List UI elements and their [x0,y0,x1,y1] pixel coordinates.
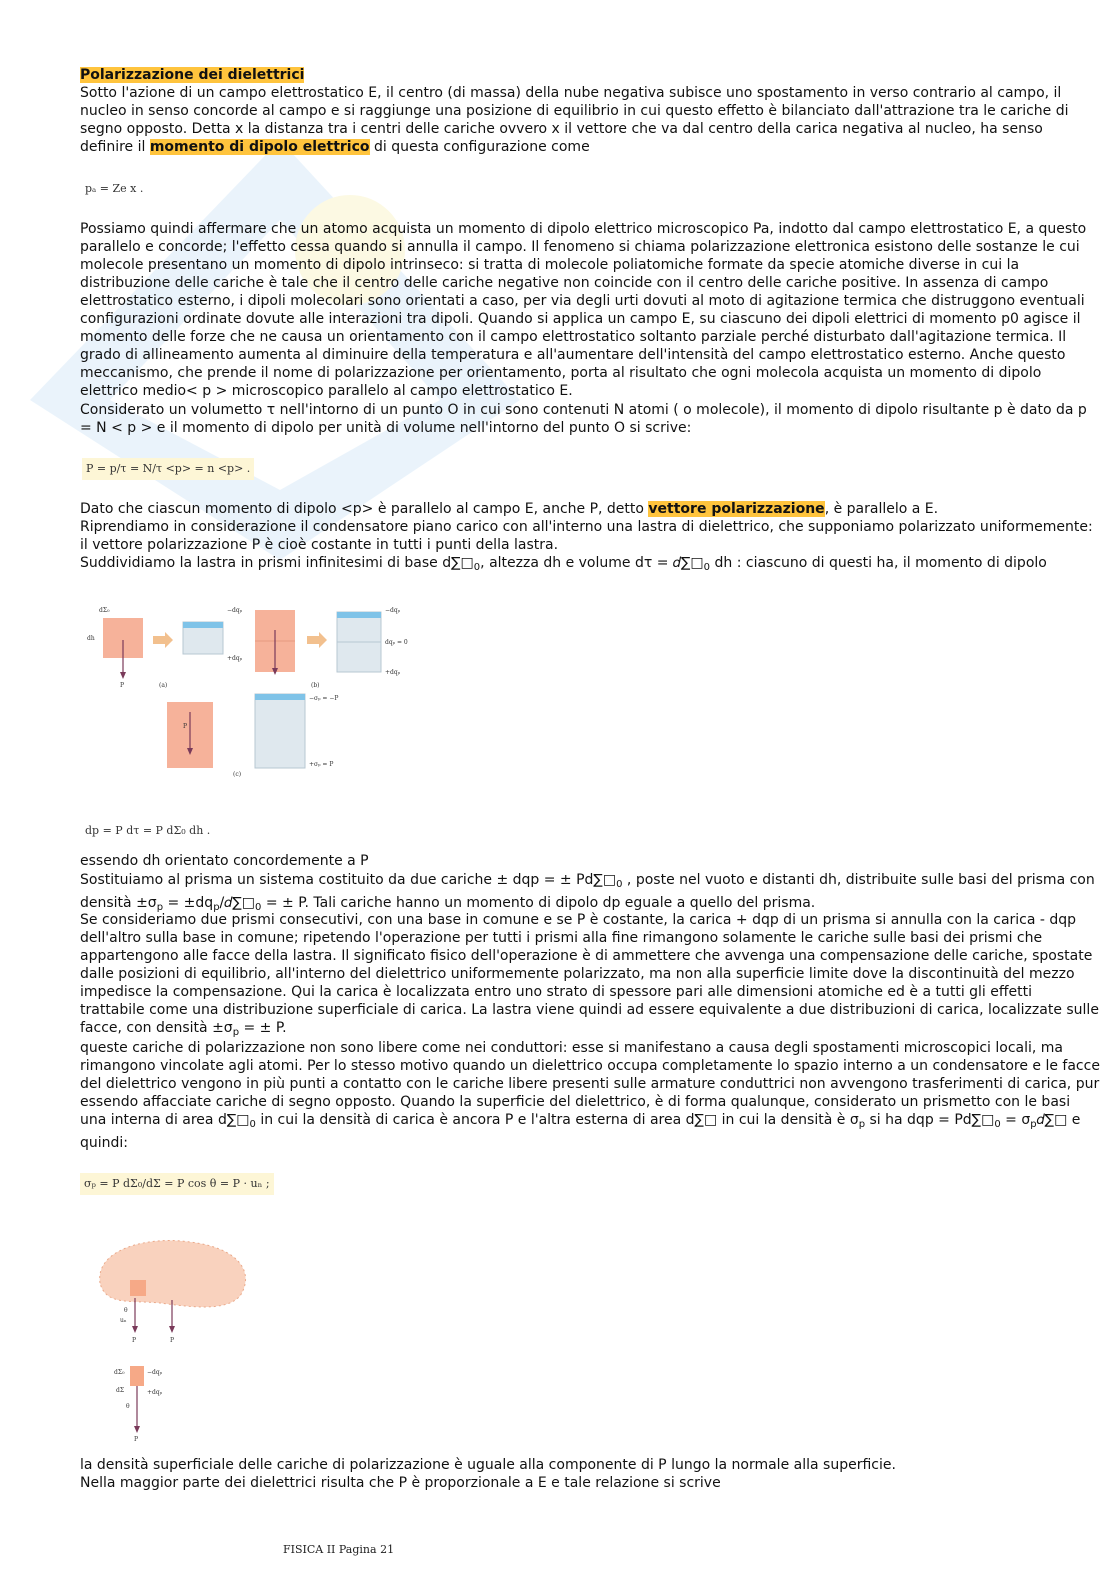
label-dsigma: dΣ₀ [99,607,110,614]
prism-b-top-face [337,612,381,618]
intro-paragraph [80,84,1100,156]
label-plus-dq-a: +dqₚ [227,655,243,662]
label-c: (c) [233,771,242,778]
consecutive-paragraph [80,911,1100,1042]
bound-text-c: si ha dqp = Pd∑□ [865,1112,995,1128]
label-minus-dq-detail: −dqₚ [147,1369,163,1376]
vector-paragraph [80,500,1100,518]
label-un: uₙ [120,1317,127,1324]
formula-sigma: σₚ = P dΣ₀/dΣ = P cos θ = P · uₙ ; [80,1173,274,1195]
prisms-sub1: 0 [473,562,481,573]
p-arrowhead-detail [134,1426,140,1433]
label-minus-sigma: −σₚ = −P [309,695,339,702]
label-p-detail: P [134,1436,139,1443]
final-paragraph: Nella maggior parte dei dielettrici risulta che P è proporzionale a E e tale relazione si scrive [80,1475,721,1491]
p-arrowhead-a [120,672,126,679]
bound-sub3: 0 [994,1119,1001,1130]
label-theta-top: θ [124,1307,128,1314]
vector-after: , è parallelo a E. [824,501,939,517]
label-dq-zero: dqₚ = 0 [385,639,408,646]
formula-polarization: P = p/τ = N/τ <p> = n <p> . [82,458,254,480]
heading-paragraph [80,66,1100,84]
bound-text-b: in cui la densità di carica è ancora P e l'altra esterna di area d∑□ in cui la densità è σ [255,1112,859,1128]
substitute-text-a: Sostituiamo al prisma un sistema costituito da due cariche ± dqp = ± Pd∑□ [80,872,617,888]
prisms-paragraph [80,554,1100,577]
dipole-moment-highlight: momento di dipolo elettrico [149,139,370,155]
formula-pa: pₐ = Ze x . [85,182,144,195]
section-heading: Polarizzazione dei dielettrici [80,67,305,83]
p-arrowhead-right [169,1326,175,1333]
slab-top-face [255,694,305,700]
prisms-text-a: Suddividiamo la lastra in prismi infinitesimi di base d∑□ [80,555,474,571]
label-dh: dh [87,635,95,642]
page-footer: FISICA II Pagina 21 [283,1543,395,1556]
substitute-text-d: /𝑑∑□ [219,895,256,911]
substitute-text-c: = ±dq [163,895,214,911]
label-theta-detail: θ [126,1403,130,1410]
moment-paragraph: Possiamo quindi affermare che un atomo acquista un momento di dipolo elettrico microscopico Pa, indotto dal campo elettrostatico E, a questo parallelo e concorde; l'effetto cessa quando si annulla il campo. Il fenomeno si chiama polarizzazione elettronica esistono delle sostanze le cui molecole presentano un momento di dipolo intrinseco: si tratta di molecole poliatomiche formate da specie atomiche diverse in cui la distribuzione delle cariche è tale che il centro delle cariche negative non coincide con il centro delle cariche positive. In assenza di campo elettrostatico esterno, i dipoli molecolari sono orientati a caso, per via degli urti dovuti al moto di agitazione termica che distruggono eventuali configurazioni ordinate dovute alle interazioni tra dipoli. Quando si applica un campo E, su ciascuno dei dipoli elettrici di momento p0 agisce il momento delle forze che ne causa un orientamento con il campo elettrostatico soltanto parziale perché disturbato dall'agitazione termica. Il grado di allineamento aumenta al diminuire della temperatura e all'aumentare dell'intensità del campo elettrostatico esterno. Anche questo meccanismo, che prende il nome di polarizzazione per orientamento, porta al risultato che ogni molecola acquista un momento di dipolo elettrico medio< p > microscopico parallelo al campo elettrostatico E. [80,221,1087,399]
bound-text-e: 𝑑∑□ e quindi: [80,1112,1081,1151]
surface-prism [130,1280,146,1296]
label-p-right: P [170,1337,175,1344]
bound-text-d: = σ [1000,1112,1031,1128]
substitute-text-e: = ± P. Tali cariche hanno un momento di dipolo dp eguale a quello del prisma. [261,895,816,911]
intro-text: Sotto l'azione di un campo elettrostatico E, il centro (di massa) della nube negativa subisce uno spostamento in verso contrario al campo, il nucleo in senso concorde al campo e si raggiunge una posizione di equilibrio in cui questo effetto è bilanciato dall'attrazione tra le cariche di segno opposto. Detta x la distanza tra i centri delle cariche ovvero x il vettore che va dal centro della carica negativa al nucleo, ha senso definire il [80,85,1069,155]
bound-sub4: p [1030,1119,1037,1130]
formula-dp: dp = P dτ = P dΣ₀ dh . [85,824,211,837]
consecutive-text: Se consideriamo due prismi consecutivi, con una base in comune e se P è costante, la carica + dqp di un prisma si annulla con la carica - dqp dell'altro sulla base in comune; ripetendo l'operazione per tutti i prismi alla fine rimangono solamente le cariche sulle basi dei prismi che appartengono alle facce della lastra. Il significato fisico dell'operazione è di ammettere che avvenga una compensazione delle cariche, spostate dalle posizioni di equilibrio, all'interno del dielettrico uniformemente polarizzato, ma non alla superficie limite dove la discontinuità del mezzo impedisce la compensazione. Qui la carica è localizzata entro uno strato di spessore pari alle dimensioni atomiche ed è a tutti gli effetti trattabile come una distribuzione superficiale di carica. La lastra viene quindi ad essere equivalente a due distribuzioni di carica, localizzate sulle facce, con densità ±σ [80,912,1099,1036]
label-plus-sigma: +σₚ = P [309,761,334,768]
arrow-right-2 [307,632,327,648]
p-arrowhead-left [132,1326,138,1333]
label-dsigma-detail: dΣ [116,1387,125,1394]
consecutive-end: = ± P. [239,1020,287,1036]
label-plus-dq-detail: +dqₚ [147,1389,163,1396]
prisms-sub2: 0 [703,562,711,573]
intro-after: di questa configurazione come [369,139,590,155]
label-p-a: P [120,682,125,689]
surface-figure [90,1228,260,1443]
bound-sub2: p [858,1119,866,1130]
label-dsigma0: dΣ₀ [114,1369,125,1376]
label-b: (b) [311,682,320,689]
oriented-paragraph: essendo dh orientato concordemente a P [80,853,369,869]
vector-before: Dato che ciascun momento di dipolo <p> è parallelo al campo E, anche P, detto [80,501,649,517]
prism-detail [130,1366,144,1386]
label-minus-dq-b: −dqₚ [385,607,401,614]
label-a: (a) [159,682,168,689]
label-plus-dq-b: +dqₚ [385,669,401,676]
substitute-sub1: 0 [616,879,623,890]
substitute-sub2: p [156,902,164,913]
substitute-sub4: 0 [255,902,262,913]
prism-figure [85,600,415,785]
substitute-text-b: , poste nel vuoto e distanti dh, distribuite sulle basi del prisma con densità ±σ [80,872,1095,911]
bound-text-a: queste cariche di polarizzazione non sono libere come nei conduttori: esse si manifestano a causa degli spostamenti microscopici locali, ma rimangono vincolate agli atomi. Per lo stesso motivo quando un dielettrico occupa completamente lo spazio interno a un condensatore e le facce del dielettrico vengono in più punti a contatto con le cariche libere presenti sulle armature conduttrici non avvengono trasferimenti di carica, pur essendo affacciate cariche di segno opposto. Quando la superficie del dielettrico, è di forma qualunque, considerato un prismetto con le basi una interna di area d∑□ [80,1040,1100,1128]
bound-charges-paragraph [80,1039,1100,1152]
normal-component-paragraph: la densità superficiale delle cariche di polarizzazione è uguale alla componente di P lungo la normale alla superficie. [80,1457,896,1473]
slab-paragraph: Riprendiamo in considerazione il condensatore piano carico con all'interno una lastra di dielettrico, che supponiamo polarizzato uniformemente: il vettore polarizzazione P è cioè costante in tutti i punti della lastra. [80,519,1093,553]
arrow-right-1 [153,632,173,648]
label-p-left: P [132,1337,137,1344]
prisms-text-b: , altezza dh e volume dτ = 𝑑∑□ [480,555,704,571]
label-minus-dq-a: −dqₚ [227,607,243,614]
label-p-c: P [183,723,188,730]
consecutive-sub: p [232,1027,240,1038]
slab-charges [255,694,305,768]
volume-paragraph: Considerato un volumetto τ nell'intorno di un punto O in cui sono contenuti N atomi ( o molecole), il momento di dipolo risultante p è dato da p = N < p > e il momento di dipolo per unità di volume nell'intorno del punto O si scrive: [80,402,1087,436]
bound-sub1: 0 [249,1119,256,1130]
prisms-text-c: dh : ciascuno di questi ha, il momento di dipolo [710,555,1047,571]
prism-a-top-face [183,622,223,628]
polarization-vector-highlight: vettore polarizzazione [648,501,825,517]
dielectric-body [100,1241,246,1307]
substitute-sub3: p [213,902,220,913]
